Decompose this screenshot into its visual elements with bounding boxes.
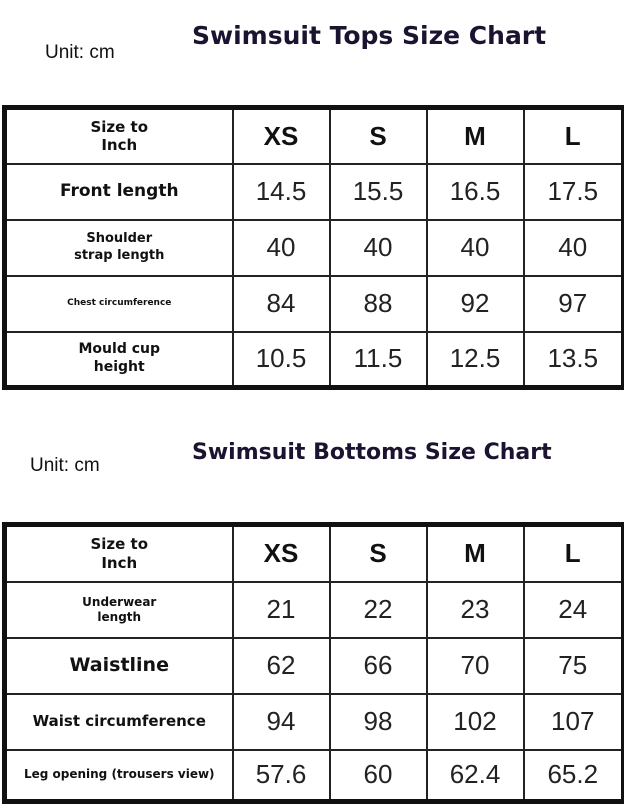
table-cell: 70 — [427, 638, 524, 694]
table-cell: 12.5 — [427, 332, 524, 388]
tops-size-table — [2, 105, 624, 390]
table-cell: 94 — [233, 694, 330, 750]
table-cell: 75 — [524, 638, 624, 694]
row-label: Chest circumference — [5, 276, 233, 332]
table-row — [5, 332, 624, 388]
size-header-m: M — [427, 525, 524, 582]
table-cell: 22 — [330, 582, 427, 638]
table-cell: 66 — [330, 638, 427, 694]
table-cell: 40 — [524, 220, 624, 276]
table-cell: 84 — [233, 276, 330, 332]
table-cell: 92 — [427, 276, 524, 332]
table-cell: 16.5 — [427, 164, 524, 220]
header-label-cell — [5, 108, 233, 164]
table-cell: 102 — [427, 694, 524, 750]
row-label — [5, 582, 233, 638]
table-row — [5, 694, 624, 750]
bottoms-chart-title: Swimsuit Bottoms Size Chart — [192, 440, 552, 465]
header-label-cell — [5, 525, 233, 582]
row-label-line: Underwear — [82, 594, 157, 609]
bottoms-unit-label: Unit: cm — [30, 455, 100, 476]
table-row — [5, 582, 624, 638]
table-cell: 65.2 — [524, 750, 624, 802]
row-label-line: strap length — [74, 247, 165, 263]
table-cell: 21 — [233, 582, 330, 638]
table-cell: 57.6 — [233, 750, 330, 802]
row-label-line: Shoulder — [86, 231, 153, 247]
row-label-line: height — [93, 358, 145, 375]
row-label — [5, 332, 233, 388]
tops-unit-label: Unit: cm — [45, 42, 115, 63]
table-row — [5, 276, 624, 332]
header-label-line: Size to — [90, 535, 149, 553]
row-label: Waistline — [5, 638, 233, 694]
header-label-line: Inch — [101, 553, 138, 572]
size-header-xs: XS — [233, 525, 330, 582]
table-cell: 23 — [427, 582, 524, 638]
row-label: Front length — [5, 164, 233, 220]
table-cell: 10.5 — [233, 332, 330, 388]
table-cell: 11.5 — [330, 332, 427, 388]
row-label-line: length — [97, 609, 142, 624]
size-header-l: L — [524, 525, 624, 582]
table-cell: 15.5 — [330, 164, 427, 220]
table-row — [5, 638, 624, 694]
table-cell: 88 — [330, 276, 427, 332]
table-cell: 62.4 — [427, 750, 524, 802]
table-cell: 98 — [330, 694, 427, 750]
table-cell: 40 — [330, 220, 427, 276]
tops-chart-title: Swimsuit Tops Size Chart — [192, 21, 547, 50]
table-row — [5, 220, 624, 276]
size-header-m: M — [427, 108, 524, 164]
table-cell: 13.5 — [524, 332, 624, 388]
table-header-row — [5, 108, 624, 164]
size-header-l: L — [524, 108, 624, 164]
table-cell: 62 — [233, 638, 330, 694]
bottoms-size-table — [2, 522, 624, 804]
row-label — [5, 220, 233, 276]
table-header-row — [5, 525, 624, 582]
table-row — [5, 750, 624, 802]
header-label-line: Inch — [101, 136, 138, 155]
size-header-s: S — [330, 108, 427, 164]
table-cell: 14.5 — [233, 164, 330, 220]
header-label-line: Size to — [90, 117, 149, 136]
table-cell: 17.5 — [524, 164, 624, 220]
table-row — [5, 164, 624, 220]
table-cell: 40 — [427, 220, 524, 276]
table-cell: 107 — [524, 694, 624, 750]
row-label: Leg opening (trousers view) — [5, 750, 233, 802]
table-cell: 60 — [330, 750, 427, 802]
row-label-line: Mould cup — [78, 341, 160, 358]
row-label: Waist circumference — [5, 694, 233, 750]
table-cell: 40 — [233, 220, 330, 276]
table-cell: 97 — [524, 276, 624, 332]
size-header-xs: XS — [233, 108, 330, 164]
size-header-s: S — [330, 525, 427, 582]
table-cell: 24 — [524, 582, 624, 638]
